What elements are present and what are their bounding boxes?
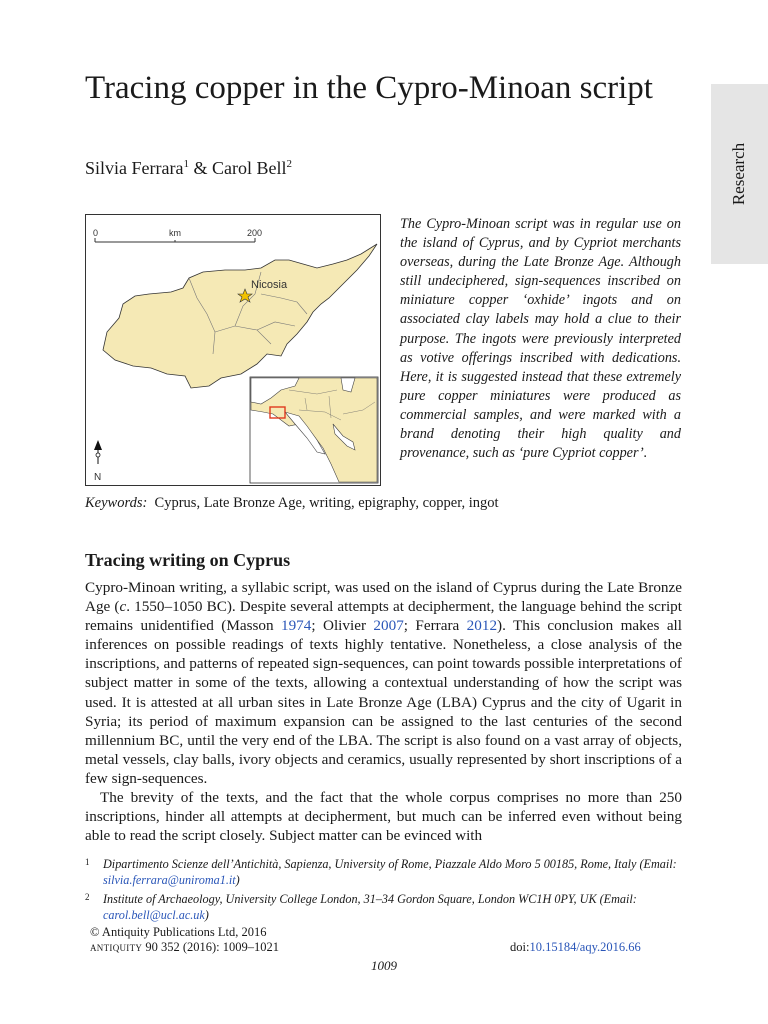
email-link[interactable]: silvia.ferrara@uniroma1.it bbox=[103, 872, 236, 887]
paragraph: Cypro-Minoan writing, a syllabic script, was used on the island of Cyprus during the Late Bronze Age (c. 1550–1050 BC). Despite several attempts at decipherment, the language behind the script remains unidentified (Masson 1974; Olivier 2007; Ferrara 2012). This conclusion makes all inferences on possible readings of texts highly tentative. Nonetheless, a close analysis of the inscriptions, and patterns of repeated sign-sequences, can point towards possible interpretations of subject matter in some of the texts, allowing a contextual understanding of how the script was used. It is attested at all urban sites in Late Bronze Age (LBA) Cyprus and the city of Ugarit in Syria; its period of maximum expansion can be assigned to the last centuries of the second millennium BC, until the very end of the LBA. The script is also found on a vast array of objects, metal vessels, clay balls, ivory objects and ceramics, usually represented by short inscriptions of a few sign-sequences. bbox=[85, 579, 682, 787]
scale-end-label: 200 bbox=[247, 228, 263, 238]
keywords-line bbox=[85, 495, 499, 512]
journal-volume: 90 352 (2016): 1009–1021 bbox=[142, 940, 279, 954]
footnotes bbox=[85, 857, 682, 927]
doi-line bbox=[510, 940, 641, 955]
scale-unit-label: km bbox=[169, 228, 181, 238]
author-separator: & bbox=[188, 158, 212, 178]
author-name: Silvia Ferrara bbox=[85, 158, 184, 178]
footnote: 1 Dipartimento Scienze dell’Antichità, Sapienza, University of Rome, Piazzale Aldo Moro 5 00185, Rome, Italy (Email: silvia.ferrara@uniroma1.it) bbox=[85, 857, 677, 887]
citation-link[interactable]: 2012 bbox=[466, 617, 498, 635]
journal-name: antiquity bbox=[90, 940, 143, 954]
city-label: Nicosia bbox=[251, 279, 288, 291]
doi-prefix: doi: bbox=[510, 940, 530, 954]
journal-reference bbox=[90, 940, 279, 955]
email-link[interactable]: carol.bell@ucl.ac.uk bbox=[103, 907, 205, 922]
citation-link[interactable]: 1974 bbox=[280, 617, 312, 635]
body-text bbox=[85, 578, 682, 845]
page-number: 1009 bbox=[371, 958, 397, 973]
footnote-number: 1 bbox=[85, 857, 90, 867]
author-name: Carol Bell bbox=[211, 158, 287, 178]
scale-start-label: 0 bbox=[93, 228, 99, 238]
citation-link[interactable]: 2007 bbox=[373, 617, 404, 635]
abstract: The Cypro-Minoan script was in regular use on the island of Cyprus, and by Cypriot merchants overseas, during the Late Bronze Age. Although still undeciphered, sign-sequences inscribed on miniature copper ‘oxhide’ ingots and on associated clay labels may hold a clue to their purpose. The ingots were previously interpreted as votive offerings inscribed with dedications. Here, it is suggested instead that these extremely pure copper miniatures were produced as commercial samples, and were marked with a brand denoting their high quality and provenance, such as ‘pure Cypriot copper’. bbox=[400, 216, 681, 462]
section-tab bbox=[711, 84, 768, 264]
article-title: Tracing copper in the Cypro-Minoan script bbox=[85, 70, 653, 106]
authors-line bbox=[85, 158, 292, 179]
footnote: 2 Institute of Archaeology, University College London, 31–34 Gordon Square, London WC1H 0PY, UK (Email: carol.bell@ucl.ac.uk) bbox=[85, 892, 637, 922]
inset-locator-map bbox=[250, 377, 378, 483]
north-label: N bbox=[94, 472, 102, 483]
footnote-number: 2 bbox=[85, 892, 90, 902]
paragraph: The brevity of the texts, and the fact that the whole corpus comprises no more than 250 inscriptions, hinder all attempts at decipherment, but much can be inferred even without being able to read the script closely. Subject matter can be evinced with bbox=[85, 789, 682, 845]
keywords-label: Keywords: bbox=[85, 495, 148, 511]
cyprus-map-figure[interactable] bbox=[85, 214, 381, 486]
keywords-text: Cyprus, Late Bronze Age, writing, epigraphy, copper, ingot bbox=[154, 495, 499, 511]
copyright-notice: © Antiquity Publications Ltd, 2016 bbox=[90, 925, 267, 939]
author-affiliation-mark[interactable]: 2 bbox=[286, 158, 292, 170]
section-heading: Tracing writing on Cyprus bbox=[85, 550, 291, 570]
section-tab-label: Research bbox=[729, 142, 749, 206]
doi-link[interactable]: 10.15184/aqy.2016.66 bbox=[529, 940, 641, 954]
author-affiliation-mark[interactable]: 1 bbox=[183, 158, 189, 170]
